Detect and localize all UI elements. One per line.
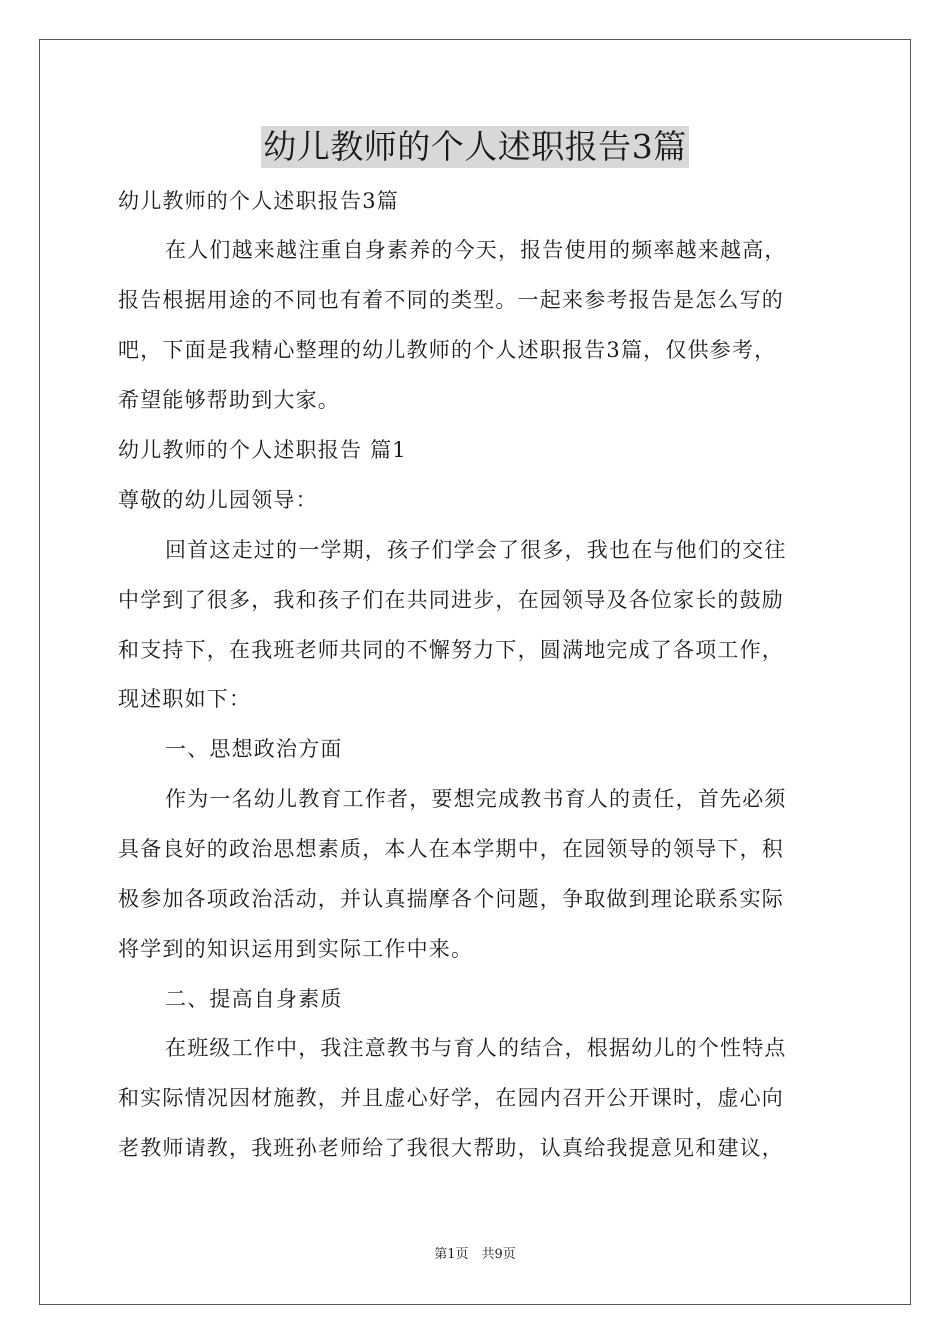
subsection-heading: 一、思想政治方面 [165,737,343,761]
body-line: 希望能够帮助到大家。 [118,388,340,412]
section-heading: 幼儿教师的个人述职报告 篇1 [118,438,407,462]
body-line: 将学到的知识运用到实际工作中来。 [118,937,474,961]
page-number: 第1页 共9页 [434,1247,516,1262]
body-line: 和实际情况因材施教，并且虚心好学，在园内召开公开课时，虚心向 [118,1086,784,1110]
document-title: 幼儿教师的个人述职报告3篇 [263,127,687,166]
body-line: 老教师请教，我班孙老师给了我很大帮助，认真给我提意见和建议， [118,1136,784,1160]
title-container [0,126,950,168]
body-line: 极参加各项政治活动，并认真揣摩各个问题，争取做到理论联系实际 [118,887,784,911]
body-line: 具备良好的政治思想素质，本人在本学期中，在园领导的领导下，积 [118,837,784,861]
page-border [39,39,911,1305]
body-line: 吧，下面是我精心整理的幼儿教师的个人述职报告3篇，仅供参考， [118,338,777,362]
body-line: 报告根据用途的不同也有着不同的类型。一起来参考报告是怎么写的 [118,288,784,312]
body-line: 作为一名幼儿教育工作者，要想完成教书育人的责任，首先必须 [165,787,787,811]
subtitle-line: 幼儿教师的个人述职报告3篇 [118,189,399,213]
salutation: 尊敬的幼儿园领导： [118,488,318,512]
body-line: 在人们越来越注重自身素养的今天，报告使用的频率越来越高， [165,238,787,262]
body-line: 和支持下，在我班老师共同的不懈努力下，圆满地完成了各项工作， [118,638,784,662]
body-line: 现述职如下： [118,687,252,711]
body-line: 中学到了很多，我和孩子们在共同进步，在园领导及各位家长的鼓励 [118,588,784,612]
subsection-heading: 二、提高自身素质 [165,987,343,1011]
body-line: 回首这走过的一学期，孩子们学会了很多，我也在与他们的交往 [165,538,787,562]
body-line: 在班级工作中，我注意教书与育人的结合，根据幼儿的个性特点 [165,1036,787,1060]
